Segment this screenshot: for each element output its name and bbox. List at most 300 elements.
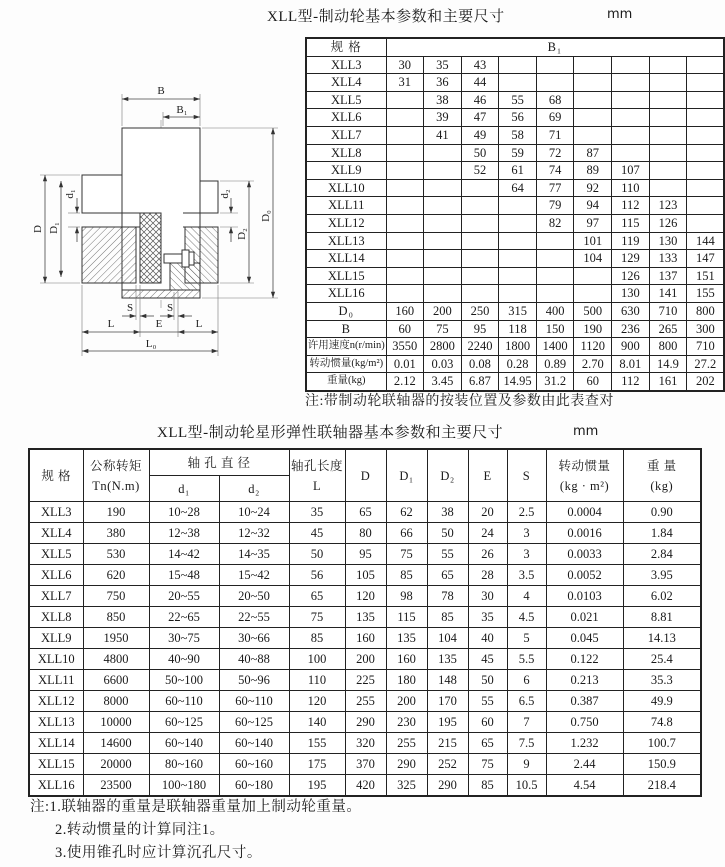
value-cell [574,74,612,92]
value-cell: 8.01 [612,355,650,373]
value-cell: 10000 [83,712,149,733]
value-cell: 15~42 [219,565,289,586]
value-cell [687,144,725,162]
value-cell: 133 [649,250,687,268]
value-cell: 85 [427,607,468,628]
value-cell [424,162,462,180]
value-cell [461,197,499,215]
col-header-d1: d₁ [149,476,219,502]
row-label-cell: 许用速度n(r/min) [306,338,386,356]
value-cell: 8000 [83,691,149,712]
row-label-cell: XLL10 [29,649,83,670]
value-cell: 2.12 [386,373,424,391]
value-cell: 630 [612,302,650,320]
table-row [306,56,724,74]
value-cell: 36 [424,74,462,92]
value-cell: 78 [427,586,468,607]
value-cell: 35.3 [623,670,701,691]
footer-note-3: 3.使用锥孔时应计算沉孔尺寸。 [55,845,262,861]
value-cell: 10~28 [149,502,219,523]
value-cell: 1.232 [546,733,623,754]
value-cell [461,267,499,285]
value-cell [649,144,687,162]
value-cell [687,74,725,92]
row-label-cell: XLL15 [29,754,83,775]
value-cell: 110 [612,179,650,197]
value-cell: 12~32 [219,523,289,544]
value-cell: 6.87 [461,373,499,391]
footer-note-2: 2.转动惯量的计算同注1。 [55,822,225,838]
row-label-cell: XLL4 [306,74,386,92]
coupling-cross-section-drawing [18,76,302,398]
dim-label-S-left: S [126,302,134,314]
value-cell: 75 [468,754,507,775]
value-cell: 0.03 [424,355,462,373]
value-cell: 120 [289,691,345,712]
value-cell: 6.5 [507,691,546,712]
value-cell: 115 [612,214,650,232]
value-cell: 95 [345,544,386,565]
coupling-table [28,448,702,797]
value-cell [386,144,424,162]
dim-label-L0: L₀ [145,338,157,350]
value-cell: 800 [687,302,725,320]
value-cell: 26 [468,544,507,565]
value-cell: 255 [386,733,427,754]
value-cell: 30~75 [149,628,219,649]
value-cell [386,285,424,303]
value-cell: 155 [289,733,345,754]
left-hub [82,175,122,213]
value-cell: 14600 [83,733,149,754]
value-cell: 40 [468,628,507,649]
row-label-cell: XLL7 [29,586,83,607]
value-cell: 135 [427,649,468,670]
value-cell: 215 [427,733,468,754]
value-cell: 119 [612,232,650,250]
value-cell: 45 [468,649,507,670]
table-row [29,691,701,712]
value-cell [386,214,424,232]
value-cell: 85 [386,565,427,586]
value-cell [687,162,725,180]
value-cell: 60~140 [149,733,219,754]
value-cell: 710 [687,338,725,356]
value-cell [386,232,424,250]
value-cell: 126 [612,267,650,285]
value-cell: 141 [649,285,687,303]
value-cell: 200 [424,302,462,320]
value-cell: 15~48 [149,565,219,586]
value-cell [424,232,462,250]
value-cell: 0.01 [386,355,424,373]
value-cell: 160 [386,302,424,320]
value-cell: 43 [461,56,499,74]
value-cell: 65 [427,565,468,586]
row-label-cell: XLL5 [306,91,386,109]
value-cell: 59 [499,144,537,162]
value-cell [499,267,537,285]
value-cell: 135 [386,628,427,649]
value-cell [499,214,537,232]
value-cell: 85 [468,775,507,797]
value-cell: 20000 [83,754,149,775]
col-header-inertia [546,449,623,502]
value-cell [574,56,612,74]
value-cell: 50 [289,544,345,565]
value-cell: 20~50 [219,586,289,607]
value-cell: 530 [83,544,149,565]
value-cell: 60~110 [149,691,219,712]
value-cell: 50 [468,670,507,691]
value-cell: 66 [386,523,427,544]
value-cell: 14~35 [219,544,289,565]
table-row [29,712,701,733]
table-row [306,144,724,162]
row-label-cell: XLL8 [306,144,386,162]
value-cell [386,91,424,109]
value-cell: 3550 [386,338,424,356]
col-header-D1: D₁ [386,449,427,502]
value-cell: 0.89 [536,355,574,373]
value-cell: 7 [507,712,546,733]
table-row [306,232,724,250]
value-cell: 315 [499,302,537,320]
table-row [29,565,701,586]
row-label-cell: XLL6 [29,565,83,586]
value-cell: 160 [386,649,427,670]
value-cell: 60 [386,320,424,338]
value-cell: 24 [468,523,507,544]
value-cell: 2.44 [546,754,623,775]
row-label-cell: XLL3 [29,502,83,523]
row-label-cell: XLL9 [29,628,83,649]
value-cell: 12~38 [149,523,219,544]
value-cell: 55 [499,91,537,109]
value-cell: 60~125 [149,712,219,733]
value-cell [424,214,462,232]
table-row [306,302,724,320]
value-cell: 101 [574,232,612,250]
value-cell: 41 [424,126,462,144]
value-cell [574,91,612,109]
row-label-cell: B [306,320,386,338]
value-cell: 55 [427,544,468,565]
value-cell: 40~90 [149,649,219,670]
value-cell: 0.0103 [546,586,623,607]
value-cell: 190 [83,502,149,523]
value-cell: 4800 [83,649,149,670]
value-cell: 44 [461,74,499,92]
value-cell [499,197,537,215]
value-cell: 79 [536,197,574,215]
value-cell: 5.5 [507,649,546,670]
value-cell: 107 [612,162,650,180]
value-cell [649,126,687,144]
table-row [306,267,724,285]
dim-label-S-right: S [166,302,174,314]
value-cell: 50 [461,144,499,162]
value-cell: 100~180 [149,775,219,797]
value-cell: 92 [574,179,612,197]
table1-unit-label: mm [607,7,633,22]
value-cell: 100 [289,649,345,670]
value-cell: 14.95 [499,373,537,391]
value-cell: 370 [345,754,386,775]
value-cell: 3 [507,544,546,565]
value-cell [612,144,650,162]
value-cell: 900 [612,338,650,356]
value-cell: 2.70 [574,355,612,373]
value-cell: 175 [289,754,345,775]
value-cell: 170 [427,691,468,712]
value-cell: 620 [83,565,149,586]
value-cell: 200 [345,649,386,670]
value-cell: 300 [687,320,725,338]
value-cell [649,91,687,109]
table-row [306,250,724,268]
value-cell [499,285,537,303]
table-row [306,285,724,303]
row-label-cell: XLL3 [306,56,386,74]
table-row [29,670,701,691]
value-cell: 94 [574,197,612,215]
value-cell: 140 [289,712,345,733]
row-label-cell: XLL13 [29,712,83,733]
col-header-S: S [507,449,546,502]
value-cell: 60~110 [219,691,289,712]
row-label-cell: XLL12 [29,691,83,712]
value-cell: 200 [386,691,427,712]
value-cell: 250 [461,302,499,320]
value-cell: 65 [468,733,507,754]
value-cell: 68 [536,91,574,109]
value-cell: 62 [386,502,427,523]
col-header-spec: 规 格 [306,38,386,56]
row-label-cell: XLL11 [29,670,83,691]
table2-unit-label: mm [573,424,599,439]
row-label-cell: 重量(kg) [306,373,386,391]
table-row [306,74,724,92]
value-cell [612,91,650,109]
value-cell: 0.750 [546,712,623,733]
row-label-cell: XLL4 [29,523,83,544]
col-header-E: E [468,449,507,502]
value-cell [536,267,574,285]
value-cell: 89 [574,162,612,180]
dim-label-L-right: L [195,318,203,330]
value-cell: 218.4 [623,775,701,797]
col-header-torque [83,449,149,502]
table-header-row [29,449,701,476]
value-cell [536,232,574,250]
value-cell: 10.5 [507,775,546,797]
col-header-weight [623,449,701,502]
value-cell: 0.0052 [546,565,623,586]
torque-label-line2: Tn(N.m) [92,478,140,493]
col-header-bore-length [289,449,345,502]
value-cell [386,250,424,268]
value-cell: 380 [83,523,149,544]
inertia-label-line1: 转动惯量 [558,458,611,473]
row-label-cell: D₀ [306,302,386,320]
value-cell: 71 [536,126,574,144]
value-cell: 4.5 [507,607,546,628]
value-cell: 148 [427,670,468,691]
elastic-spider-section [140,213,161,283]
value-cell [612,126,650,144]
value-cell: 2.5 [507,502,546,523]
value-cell: 14~42 [149,544,219,565]
value-cell: 750 [83,586,149,607]
value-cell: 50~100 [149,670,219,691]
value-cell: 0.28 [499,355,537,373]
value-cell [687,56,725,74]
value-cell: 252 [427,754,468,775]
value-cell: 265 [649,320,687,338]
footer-notes [30,796,361,865]
value-cell: 20 [468,502,507,523]
value-cell: 0.122 [546,649,623,670]
value-cell: 105 [345,565,386,586]
value-cell [386,162,424,180]
dim-label-D: D [32,225,44,233]
value-cell [536,250,574,268]
value-cell: 135 [345,607,386,628]
value-cell: 30 [386,56,424,74]
value-cell: 30 [468,586,507,607]
value-cell: 49 [461,126,499,144]
value-cell [386,126,424,144]
value-cell: 60~180 [219,775,289,797]
value-cell [499,232,537,250]
value-cell: 800 [649,338,687,356]
value-cell: 225 [345,670,386,691]
value-cell: 55 [468,691,507,712]
value-cell [687,179,725,197]
value-cell: 0.0016 [546,523,623,544]
table-row [306,179,724,197]
value-cell: 4.54 [546,775,623,797]
value-cell: 75 [424,320,462,338]
value-cell: 850 [83,607,149,628]
value-cell: 6600 [83,670,149,691]
value-cell: 130 [612,285,650,303]
value-cell [687,214,725,232]
value-cell: 104 [574,250,612,268]
value-cell [461,232,499,250]
value-cell: 75 [386,544,427,565]
value-cell: 52 [461,162,499,180]
footer-note-1: 注:1.联轴器的重量是联轴器重量加上制动轮重量。 [30,799,362,815]
value-cell: 22~65 [149,607,219,628]
value-cell: 0.021 [546,607,623,628]
col-header-bore-dia: 轴 孔 直 径 [149,449,289,476]
value-cell: 35 [424,56,462,74]
value-cell: 31 [386,74,424,92]
value-cell: 230 [386,712,427,733]
value-cell: 1800 [499,338,537,356]
value-cell: 0.045 [546,628,623,649]
value-cell [461,250,499,268]
value-cell: 3.5 [507,565,546,586]
value-cell: 144 [687,232,725,250]
table-row [306,373,724,391]
value-cell: 58 [499,126,537,144]
value-cell: 1400 [536,338,574,356]
value-cell: 1120 [574,338,612,356]
row-label-cell: XLL14 [29,733,83,754]
table-row [29,586,701,607]
value-cell: 28 [468,565,507,586]
row-label-cell: XLL9 [306,162,386,180]
dim-label-D1: D₁ [48,222,60,234]
value-cell: 115 [386,607,427,628]
value-cell [687,91,725,109]
value-cell: 7.5 [507,733,546,754]
dim-label-D0: D₀ [260,210,272,222]
value-cell: 47 [461,109,499,127]
dim-label-B1: B₁ [176,104,188,116]
value-cell: 35 [468,607,507,628]
value-cell: 69 [536,109,574,127]
value-cell: 39 [424,109,462,127]
bore-length-label-line2: L [312,478,322,493]
value-cell: 97 [574,214,612,232]
value-cell: 123 [649,197,687,215]
brake-wheel-bottom-rim [122,290,200,298]
value-cell: 190 [574,320,612,338]
value-cell: 0.90 [623,502,701,523]
value-cell [649,109,687,127]
value-cell: 10~24 [219,502,289,523]
value-cell: 2800 [424,338,462,356]
value-cell: 290 [386,754,427,775]
value-cell [649,179,687,197]
value-cell: 14.9 [649,355,687,373]
table-row [306,162,724,180]
value-cell: 60 [574,373,612,391]
value-cell: 14.13 [623,628,701,649]
bolt-shaft [164,254,182,263]
value-cell: 120 [345,586,386,607]
value-cell: 85 [289,628,345,649]
weight-label-line1: 重 量 [646,458,677,473]
table-row [306,355,724,373]
value-cell: 65 [289,586,345,607]
value-cell: 60~160 [219,754,289,775]
table-row [29,754,701,775]
value-cell: 420 [345,775,386,797]
table-row [29,607,701,628]
value-cell: 38 [424,91,462,109]
col-header-d2: d₂ [219,476,289,502]
row-label-cell: XLL10 [306,179,386,197]
value-cell [536,74,574,92]
table1-note: 注:带制动轮联轴器的按装位置及参数由此表查对 [305,394,614,409]
table-row [29,649,701,670]
table-row [29,628,701,649]
value-cell: 0.0004 [546,502,623,523]
value-cell [612,74,650,92]
value-cell [649,74,687,92]
row-label-cell: XLL6 [306,109,386,127]
value-cell: 1950 [83,628,149,649]
value-cell: 129 [612,250,650,268]
table-header-row [306,38,724,56]
value-cell: 60~125 [219,712,289,733]
row-label-cell: 转动惯量(kg/m²) [306,355,386,373]
